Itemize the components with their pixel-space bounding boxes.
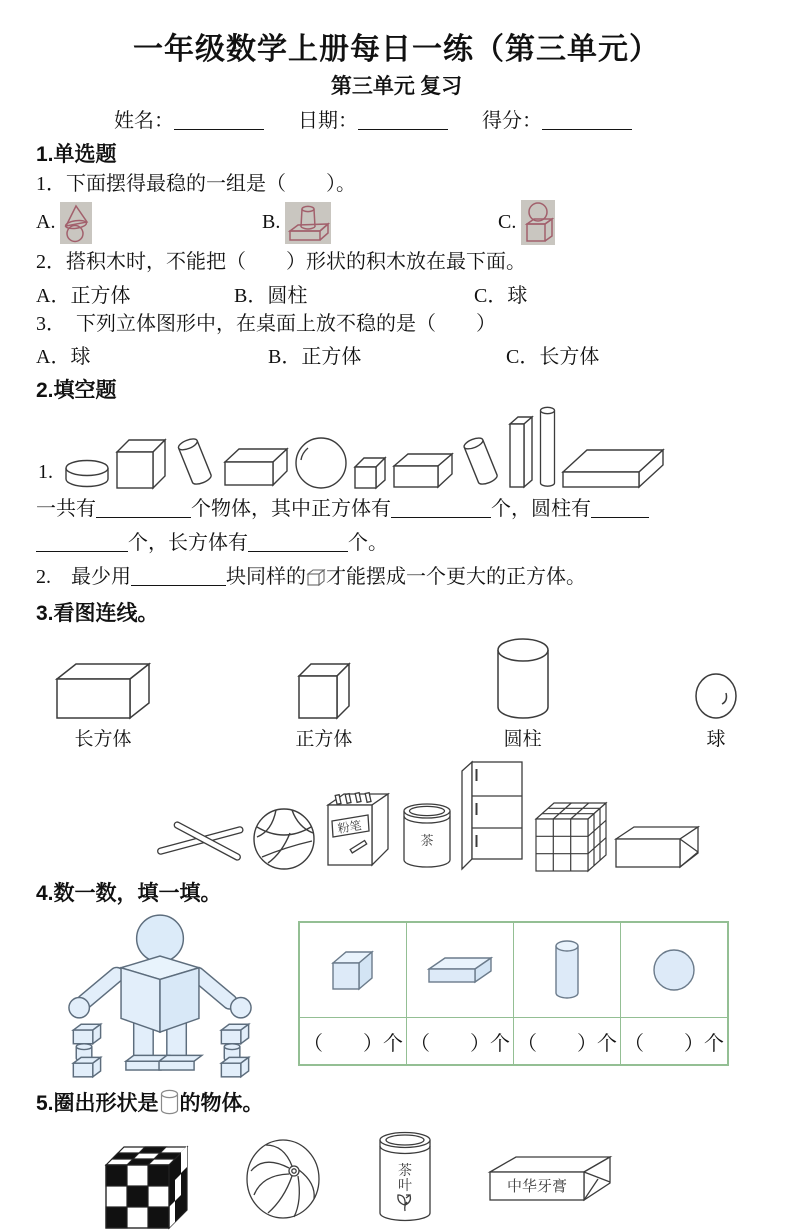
s2-fill-line2: [36, 528, 757, 558]
s2-shape-row: [38, 406, 757, 490]
s4-row: [48, 913, 757, 1079]
cube-label: 正方体: [295, 729, 353, 751]
paper-box-figure: [614, 821, 700, 871]
s3-cube-item: [295, 653, 352, 751]
tall-cylinder-figure: [539, 406, 556, 490]
cylinder-figure: [553, 939, 581, 1001]
toothpaste-text: 中华牙膏: [506, 1179, 568, 1196]
s1-q3-option-b: B．正方体: [268, 346, 362, 369]
cylinder-on-cuboid-icon: [285, 202, 331, 244]
s1-q2-text: 2．搭积木时，不能把（ ）形状的积木放在最下面。: [36, 251, 526, 274]
fill-text: 个。: [348, 532, 388, 555]
count-cell: （ ）个: [299, 1018, 407, 1066]
s1-q3-option-c: C．长方体: [506, 346, 600, 369]
name-label: 姓名：: [114, 110, 174, 132]
cuboid-figure: [426, 954, 494, 986]
fill-text: 才能摆成一个更大的正方体。: [326, 566, 586, 589]
s1-q2-option-b: B．圆柱: [234, 284, 308, 307]
checkered-cube-figure: [102, 1127, 190, 1231]
count-table: [298, 921, 729, 1066]
s1-q3-option-a: A．球: [36, 346, 91, 369]
tea-can-text: 茶: [419, 833, 434, 849]
small-cube-icon: [306, 567, 326, 588]
count-cell: （ ）个: [514, 1018, 621, 1066]
cuboid-figure: [223, 445, 289, 490]
name-blank-line: [174, 112, 264, 130]
count-cell: （ ）个: [407, 1018, 514, 1066]
table-cell-cuboid: [407, 922, 514, 1018]
fill-text: 2. 最少用: [36, 566, 131, 589]
score-label: 得分：: [482, 110, 542, 132]
cuboid-figure: [54, 659, 152, 721]
s5-object-row: [102, 1127, 757, 1231]
s3-cylinder-item: [496, 637, 550, 751]
small-cube-figure: [353, 454, 387, 490]
s3-object-row: [96, 759, 757, 871]
score-field: [482, 104, 632, 133]
tilted-cylinder-figure: [459, 432, 503, 490]
s2-item2-line: [36, 562, 757, 592]
cylinder-label: 圆柱: [503, 729, 542, 751]
cylinder-icon: [160, 1089, 179, 1116]
tall-cuboid-figure: [508, 414, 534, 490]
tea-leaf-can-figure: [378, 1129, 432, 1229]
tea-leaf-text-2: 叶: [398, 1179, 412, 1195]
blank-line: [131, 568, 226, 586]
section5-heading: [36, 1087, 757, 1117]
option-a-label: A.: [36, 211, 56, 234]
flat-cylinder-figure: [64, 456, 110, 490]
cone-on-sphere-icon: [60, 202, 92, 244]
option-c-label: C.: [498, 211, 517, 234]
s1-q1-options: [36, 200, 757, 245]
sphere-on-cube-icon: [521, 200, 555, 245]
sphere-figure: [693, 671, 739, 721]
volleyball-figure: [252, 807, 316, 871]
block-robot-figure: [48, 913, 272, 1079]
sphere-figure: [652, 948, 696, 992]
s1-q3-text: 3． 下列立体图形中，在桌面上放不稳的是（ ）: [36, 312, 496, 335]
section3-heading: 3.看图连线。: [36, 602, 159, 626]
table-cell-cube: [299, 922, 407, 1018]
blank-line: [248, 534, 348, 552]
date-field: [298, 104, 448, 133]
score-blank-line: [542, 112, 632, 130]
date-label: 日期：: [298, 110, 358, 132]
flat-cuboid-figure: [561, 440, 665, 490]
cube-figure: [330, 948, 376, 992]
blank-line: [36, 534, 128, 552]
header-fields: [114, 104, 757, 133]
cube-figure: [115, 436, 167, 490]
option-b-label: B.: [262, 211, 281, 234]
s1-q1-option-b: [262, 202, 498, 244]
table-cell-cylinder: [514, 922, 621, 1018]
rubiks-cube-figure: [532, 795, 608, 871]
s1-q1-text: 1．下面摆得最稳的一组是（ ）。: [36, 173, 356, 195]
table-cell-sphere: [621, 922, 729, 1018]
cylinder-figure: [496, 637, 550, 721]
cuboid-label: 长方体: [74, 729, 132, 751]
s3-shape-row: [54, 637, 739, 751]
s3-cuboid-item: [54, 659, 152, 751]
sphere-label: 球: [706, 729, 726, 751]
count-cell: （ ）个: [621, 1018, 729, 1066]
toothpaste-box-figure: [486, 1150, 614, 1208]
tea-can-figure: [402, 801, 452, 871]
s1-q1-option-a: [36, 202, 262, 244]
s3-sphere-item: [693, 671, 739, 751]
tea-leaf-text-1: 茶: [398, 1164, 412, 1180]
section1-heading: 1.单选题: [36, 143, 117, 166]
section4-heading: 4.数一数，填一填。: [36, 882, 222, 906]
s5-heading-suffix: 的物体。: [179, 1092, 264, 1116]
fill-text: 个，圆柱有: [491, 498, 591, 521]
section2-heading: 2.填空题: [36, 379, 117, 403]
chalk-box-text: 粉笔: [336, 818, 363, 836]
fill-text: 一共有: [36, 498, 96, 521]
sphere-figure: [294, 436, 348, 490]
cuboid-figure: [392, 450, 454, 490]
chopsticks-figure: [154, 813, 246, 871]
beach-ball-figure: [244, 1137, 324, 1221]
fill-text: 个物体，其中正方体有: [191, 498, 391, 521]
blank-line: [391, 500, 491, 518]
s2-item1-number: 1.: [38, 461, 53, 484]
chalk-box-figure: [322, 789, 396, 871]
tilted-cylinder-figure: [172, 434, 218, 490]
s5-heading-prefix: 5.圈出形状是: [36, 1092, 159, 1116]
name-field: [114, 104, 264, 133]
page-subtitle: 第三单元 复习: [330, 74, 463, 98]
refrigerator-figure: [458, 759, 526, 871]
blank-line: [96, 500, 191, 518]
fill-text: 个，长方体有: [128, 532, 248, 555]
s1-q2-options: [36, 279, 757, 308]
date-blank-line: [358, 112, 448, 130]
s1-q3-options: [36, 340, 757, 369]
cube-figure: [296, 653, 352, 721]
s1-q2-option-a: A．正方体: [36, 284, 131, 307]
fill-text: 块同样的: [226, 566, 306, 589]
s1-q2-option-c: C．球: [474, 284, 528, 307]
s1-q1-option-c: [498, 200, 555, 245]
blank-line: [591, 500, 649, 518]
page-title: 一年级数学上册每日一练（第三单元）: [133, 33, 660, 66]
s2-fill-line1: [36, 494, 757, 524]
